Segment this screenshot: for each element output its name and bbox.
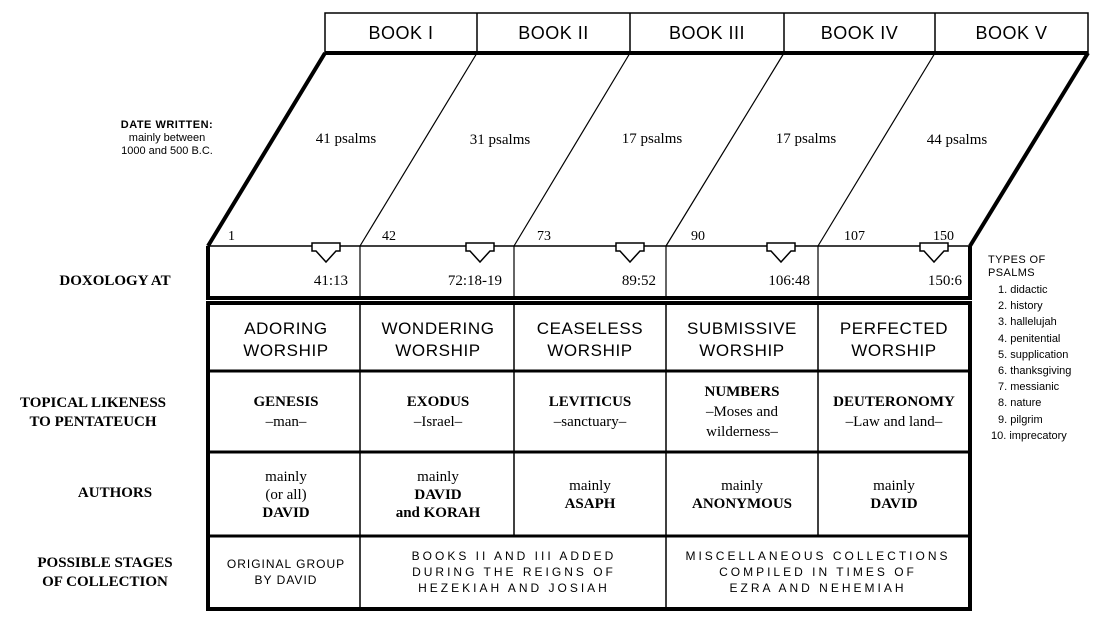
topical-label-line-1: TOPICAL LIKENESS — [19, 395, 167, 411]
stage-line: HEZEKIAH AND JOSIAH — [418, 581, 610, 595]
psalm-type-item: 2. history — [998, 300, 1043, 313]
worship-word: SUBMISSIVE — [687, 319, 797, 338]
worship-word: WONDERING — [381, 319, 495, 338]
psalm-type-item: 4. penitential — [998, 332, 1061, 345]
stage-original-group — [210, 538, 362, 606]
worship-book-4 — [666, 311, 818, 369]
author-line: ASAPH — [564, 496, 616, 512]
pentateuch-subtitle: –man– — [265, 414, 307, 430]
band-divider — [514, 53, 630, 246]
range-start-book-4: 90 — [691, 229, 705, 244]
topical-label-line-2: TO PENTATEUCH — [29, 414, 157, 430]
range-start-book-5: 107 — [844, 229, 865, 244]
doxology-book-4: 106:48 — [768, 273, 810, 289]
worship-book-2 — [362, 311, 514, 369]
worship-word: ADORING — [244, 319, 328, 338]
worship-book-5 — [818, 311, 970, 369]
stages-label-line-1: POSSIBLE STAGES — [37, 555, 173, 571]
pentateuch-title: GENESIS — [253, 394, 319, 410]
worship-book-1 — [210, 311, 362, 369]
stage-line: ORIGINAL GROUP — [226, 557, 346, 571]
stage-line: MISCELLANEOUS COLLECTIONS — [685, 549, 951, 563]
psalm-count-book-1: 41 psalms — [315, 131, 377, 147]
worship-word: WORSHIP — [243, 341, 329, 360]
range-end-book-5: 150 — [933, 229, 954, 244]
author-line: DAVID — [414, 487, 462, 503]
authors-book-3 — [514, 455, 666, 535]
author-line: (or all) — [265, 487, 307, 503]
tab-book-2: BOOK II — [518, 22, 589, 43]
psalm-type-item: 1. didactic — [998, 284, 1048, 296]
pentateuch-title: EXODUS — [406, 394, 470, 410]
range-start-book-2: 42 — [382, 229, 396, 244]
date-written-range: 1000 and 500 B.C. — [121, 145, 213, 157]
psalm-type-item: 10. imprecatory — [991, 429, 1067, 442]
authors-book-4 — [666, 455, 818, 535]
psalm-type-item: 3. hallelujah — [998, 316, 1057, 329]
types-title-line-2: PSALMS — [988, 267, 1036, 279]
band-divider — [818, 53, 935, 246]
psalm-type-item: 5. supplication — [998, 348, 1069, 361]
psalm-type-item: 9. pilgrim — [998, 413, 1043, 426]
tab-book-4: BOOK IV — [820, 22, 899, 43]
date-written-line: mainly between — [128, 132, 206, 144]
author-line: mainly — [417, 469, 459, 485]
worship-word: WORSHIP — [699, 341, 785, 360]
pentateuch-subtitle: –sanctuary– — [553, 414, 627, 430]
pentateuch-subtitle: –Moses and — [705, 404, 779, 420]
stage-line: DURING THE REIGNS OF — [412, 565, 616, 579]
worship-book-3 — [514, 311, 666, 369]
pentateuch-book-5 — [818, 374, 970, 450]
stages-label — [10, 554, 200, 592]
doxology-arrow — [466, 243, 494, 262]
band-divider — [666, 53, 784, 246]
psalm-count-book-2: 31 psalms — [469, 132, 531, 148]
psalm-count-book-5: 44 psalms — [926, 132, 988, 148]
author-line: mainly — [721, 478, 763, 494]
doxology-arrow — [616, 243, 644, 262]
stage-line: BY DAVID — [254, 573, 318, 587]
stage-line: COMPILED IN TIMES OF — [719, 565, 917, 579]
range-start-book-3: 73 — [537, 229, 551, 244]
worship-word: WORSHIP — [851, 341, 937, 360]
author-line: ANONYMOUS — [692, 496, 792, 512]
pentateuch-book-2 — [362, 374, 514, 450]
pentateuch-book-3 — [514, 374, 666, 450]
stage-line: EZRA AND NEHEMIAH — [729, 581, 907, 595]
psalm-type-item: 8. nature — [998, 397, 1042, 410]
doxology-arrow — [920, 243, 948, 262]
date-written-note — [72, 119, 262, 158]
worship-word: WORSHIP — [547, 341, 633, 360]
pentateuch-title: DEUTERONOMY — [833, 394, 955, 410]
stage-miscellaneous — [666, 538, 970, 606]
authors-book-5 — [818, 455, 970, 535]
author-line: DAVID — [262, 505, 310, 521]
doxology-arrow — [767, 243, 795, 262]
stage-books-ii-iii — [362, 538, 666, 606]
band-right-edge — [970, 53, 1088, 246]
psalm-type-item: 7. messianic — [998, 381, 1060, 394]
psalm-count-book-3: 17 psalms — [621, 131, 683, 147]
tab-book-5: BOOK V — [975, 22, 1048, 43]
authors-label: AUTHORS — [77, 485, 153, 501]
doxology-book-3: 89:52 — [621, 273, 656, 289]
doxology-book-5: 150:6 — [927, 273, 962, 289]
date-written-title: DATE WRITTEN: — [120, 119, 214, 131]
worship-word: WORSHIP — [395, 341, 481, 360]
pentateuch-book-4 — [666, 374, 818, 450]
topical-likeness-label — [0, 394, 186, 432]
pentateuch-title: LEVITICUS — [548, 394, 632, 410]
doxology-label: DOXOLOGY AT — [59, 273, 171, 289]
pentateuch-subtitle: –Israel– — [413, 414, 463, 430]
tab-book-1: BOOK I — [368, 22, 434, 43]
author-line: mainly — [873, 478, 915, 494]
psalm-count-book-4: 17 psalms — [775, 131, 837, 147]
band-divider — [360, 53, 477, 246]
doxology-book-1: 41:13 — [313, 273, 348, 289]
range-start-book-1: 1 — [228, 229, 235, 244]
worship-word: PERFECTED — [839, 319, 949, 338]
doxology-book-2: 72:18-19 — [447, 273, 502, 289]
author-line: and KORAH — [395, 505, 481, 521]
pentateuch-title: NUMBERS — [704, 384, 780, 400]
doxology-arrow — [312, 243, 340, 262]
tab-book-3: BOOK III — [668, 22, 746, 43]
authors-book-1 — [210, 455, 362, 535]
authors-book-2 — [362, 455, 514, 535]
worship-word: CEASELESS — [536, 319, 644, 338]
pentateuch-subtitle: wilderness– — [706, 424, 778, 440]
stage-line: BOOKS II AND III ADDED — [411, 549, 617, 563]
types-of-psalms-legend — [988, 254, 1108, 444]
author-line: mainly — [569, 478, 611, 494]
author-line: DAVID — [870, 496, 918, 512]
pentateuch-book-1 — [210, 374, 362, 450]
types-title-line-1: TYPES OF — [988, 254, 1046, 266]
author-line: mainly — [265, 469, 307, 485]
stages-label-line-2: OF COLLECTION — [42, 574, 168, 590]
psalm-type-item: 6. thanksgiving — [998, 365, 1072, 378]
pentateuch-subtitle: –Law and land– — [845, 414, 943, 430]
